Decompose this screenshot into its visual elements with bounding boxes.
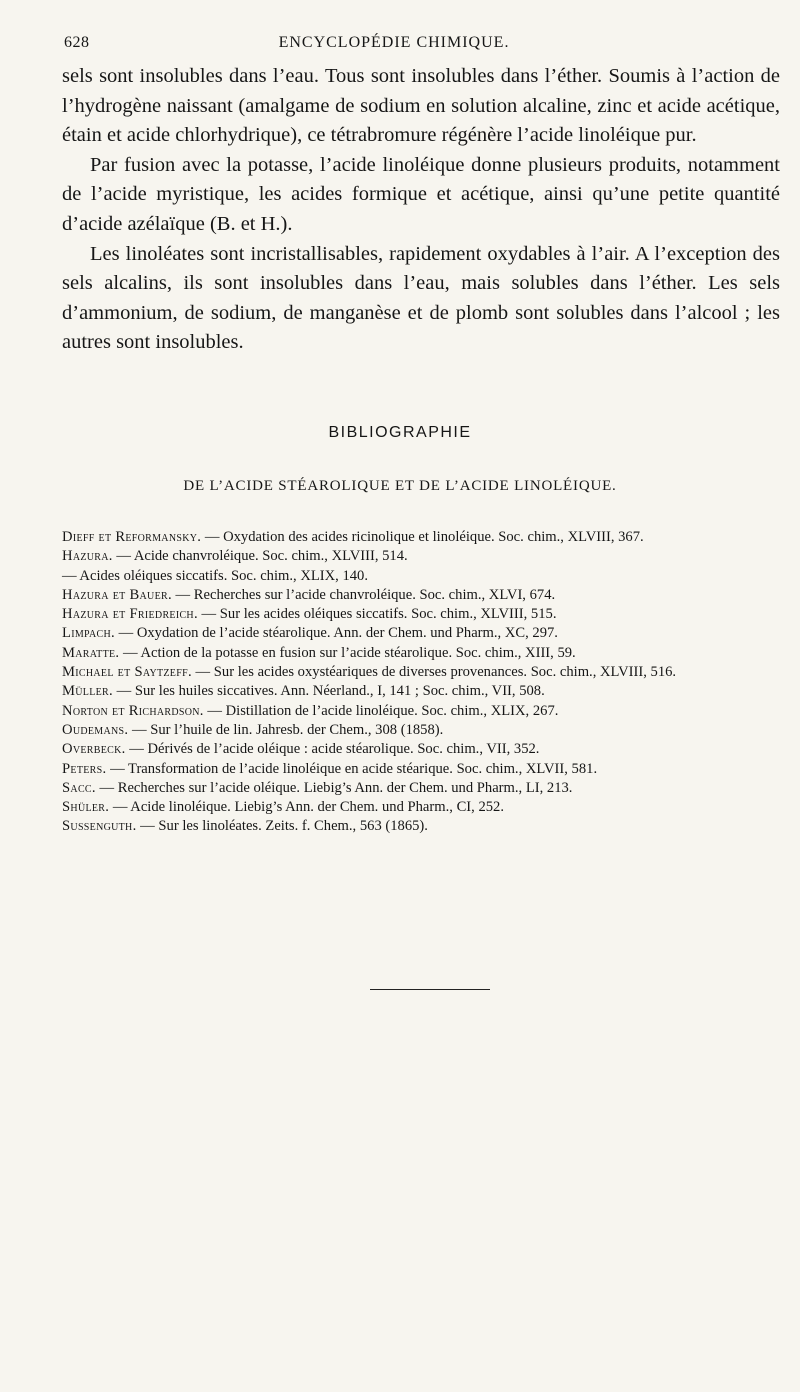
running-head: [64, 34, 764, 56]
bibliography-list: [62, 528, 778, 837]
entry-author: Michael et Saytzeff.: [62, 664, 192, 681]
bibliography-entry: [62, 644, 778, 663]
entry-author: Oudemans.: [62, 721, 129, 738]
page-number: 628: [64, 34, 90, 51]
entry-text: — Distillation de l’acide linoléique. Soc. chim., XLIX, 267.: [203, 702, 559, 719]
bibliography-entry: [62, 682, 778, 701]
entry-text: — Acide chanvroléique. Soc. chim., XLVIII, 514.: [112, 548, 408, 565]
entry-text: — Sur les linoléates. Zeits. f. Chem., 563 (1865).: [136, 818, 428, 835]
entry-text: — Sur les acides oxystéariques de diverses provenances. Soc. chim., XLVIII, 516.: [191, 664, 677, 681]
bibliography-entry: [62, 779, 778, 798]
entry-text: — Recherches sur l’acide chanvroléique. Soc. chim., XLVI, 674.: [171, 586, 556, 603]
entry-text: — Acides oléiques siccatifs. Soc. chim., XLIX, 140.: [62, 567, 369, 584]
entry-author: Limpach.: [62, 625, 115, 642]
entry-author: Sussenguth.: [62, 818, 137, 835]
entry-author: Dieff et Reformansky.: [62, 529, 202, 545]
bibliography-entry: [62, 702, 778, 721]
bibliography-title: BIBLIOGRAPHIE: [328, 424, 472, 441]
bibliography-entry: [62, 740, 778, 759]
bibliography-entry: [62, 760, 778, 779]
entry-text: — Action de la potasse en fusion sur l’acide stéarolique. Soc. chim., XIII, 59.: [119, 644, 576, 661]
body-text: [62, 62, 780, 358]
entry-text: — Acide linoléique. Liebig’s Ann. der Chem. und Pharm., CI, 252.: [109, 799, 504, 816]
bibliography-entry: [62, 798, 778, 817]
entry-author: Hazura et Bauer.: [62, 586, 172, 603]
bibliography-entry: [62, 605, 778, 624]
entry-text: — Oxydation des acides ricinolique et linoléique. Soc. chim., XLVIII, 367.: [201, 529, 644, 545]
entry-author: Overbeck.: [62, 741, 126, 758]
entry-author: Shüler.: [62, 799, 110, 816]
paragraph: Les linoléates sont incristallisables, rapidement oxydables à l’air. A l’exception des sels alcalins, ils sont insolubles dans l’eau, mais solubles dans l’éther. Les sels d’ammonium, de sodium, de manganèse et de plomb sont solubles dans l’alcool ; les autres sont insolubles.: [62, 242, 780, 354]
entry-text: — Recherches sur l’acide oléique. Liebig’s Ann. der Chem. und Pharm., LI, 213.: [95, 779, 573, 796]
bibliography-entry: [62, 528, 778, 547]
entry-author: Müller.: [62, 683, 113, 700]
entry-text: — Oxydation de l’acide stéarolique. Ann. der Chem. und Pharm., XC, 297.: [114, 625, 558, 642]
bibliography-entry: [62, 721, 778, 740]
bibliography-entry: [62, 547, 778, 566]
entry-author: Sacc.: [62, 779, 96, 796]
bibliography-entry: [62, 586, 778, 605]
bibliography-entry: [62, 624, 778, 643]
entry-author: Norton et Richardson.: [62, 702, 204, 719]
entry-author: Peters.: [62, 760, 107, 777]
bibliography-entry: [62, 567, 778, 586]
entry-text: — Transformation de l’acide linoléique en acide stéarique. Soc. chim., XLVII, 581.: [106, 760, 598, 777]
closing-rule: [370, 989, 490, 990]
paragraph: sels sont insolubles dans l’eau. Tous sont insolubles dans l’éther. Soumis à l’action de l’hydrogène naissant (amalgame de sodium en solution alcaline, zinc et acide acétique, étain et acide chlorhydrique), ce tétrabromure régénère l’acide linoléique pur.: [62, 65, 780, 147]
bibliography-entry: [62, 817, 778, 836]
entry-author: Hazura et Friedreich.: [62, 606, 198, 623]
entry-author: Hazura.: [62, 548, 113, 565]
entry-text: — Dérivés de l’acide oléique : acide stéarolique. Soc. chim., VII, 352.: [125, 741, 540, 758]
running-title: ENCYCLOPÉDIE CHIMIQUE.: [278, 34, 510, 51]
bibliography-entry: [62, 663, 778, 682]
entry-author: Maratte.: [62, 644, 120, 661]
entry-text: — Sur les acides oléiques siccatifs. Soc. chim., XLVIII, 515.: [197, 606, 557, 623]
entry-text: — Sur l’huile de lin. Jahresb. der Chem., 308 (1858).: [128, 721, 444, 738]
bibliography-subtitle: DE L’ACIDE STÉAROLIQUE ET DE L’ACIDE LINOLÉIQUE.: [183, 478, 617, 494]
entry-text: — Sur les huiles siccatives. Ann. Néerland., I, 141 ; Soc. chim., VII, 508.: [112, 683, 545, 700]
paragraph: Par fusion avec la potasse, l’acide linoléique donne plusieurs produits, notamment de l’acide myristique, les acides formique et acétique, ainsi qu’une petite quantité d’acide azélaïque (B. et H.).: [62, 153, 780, 235]
